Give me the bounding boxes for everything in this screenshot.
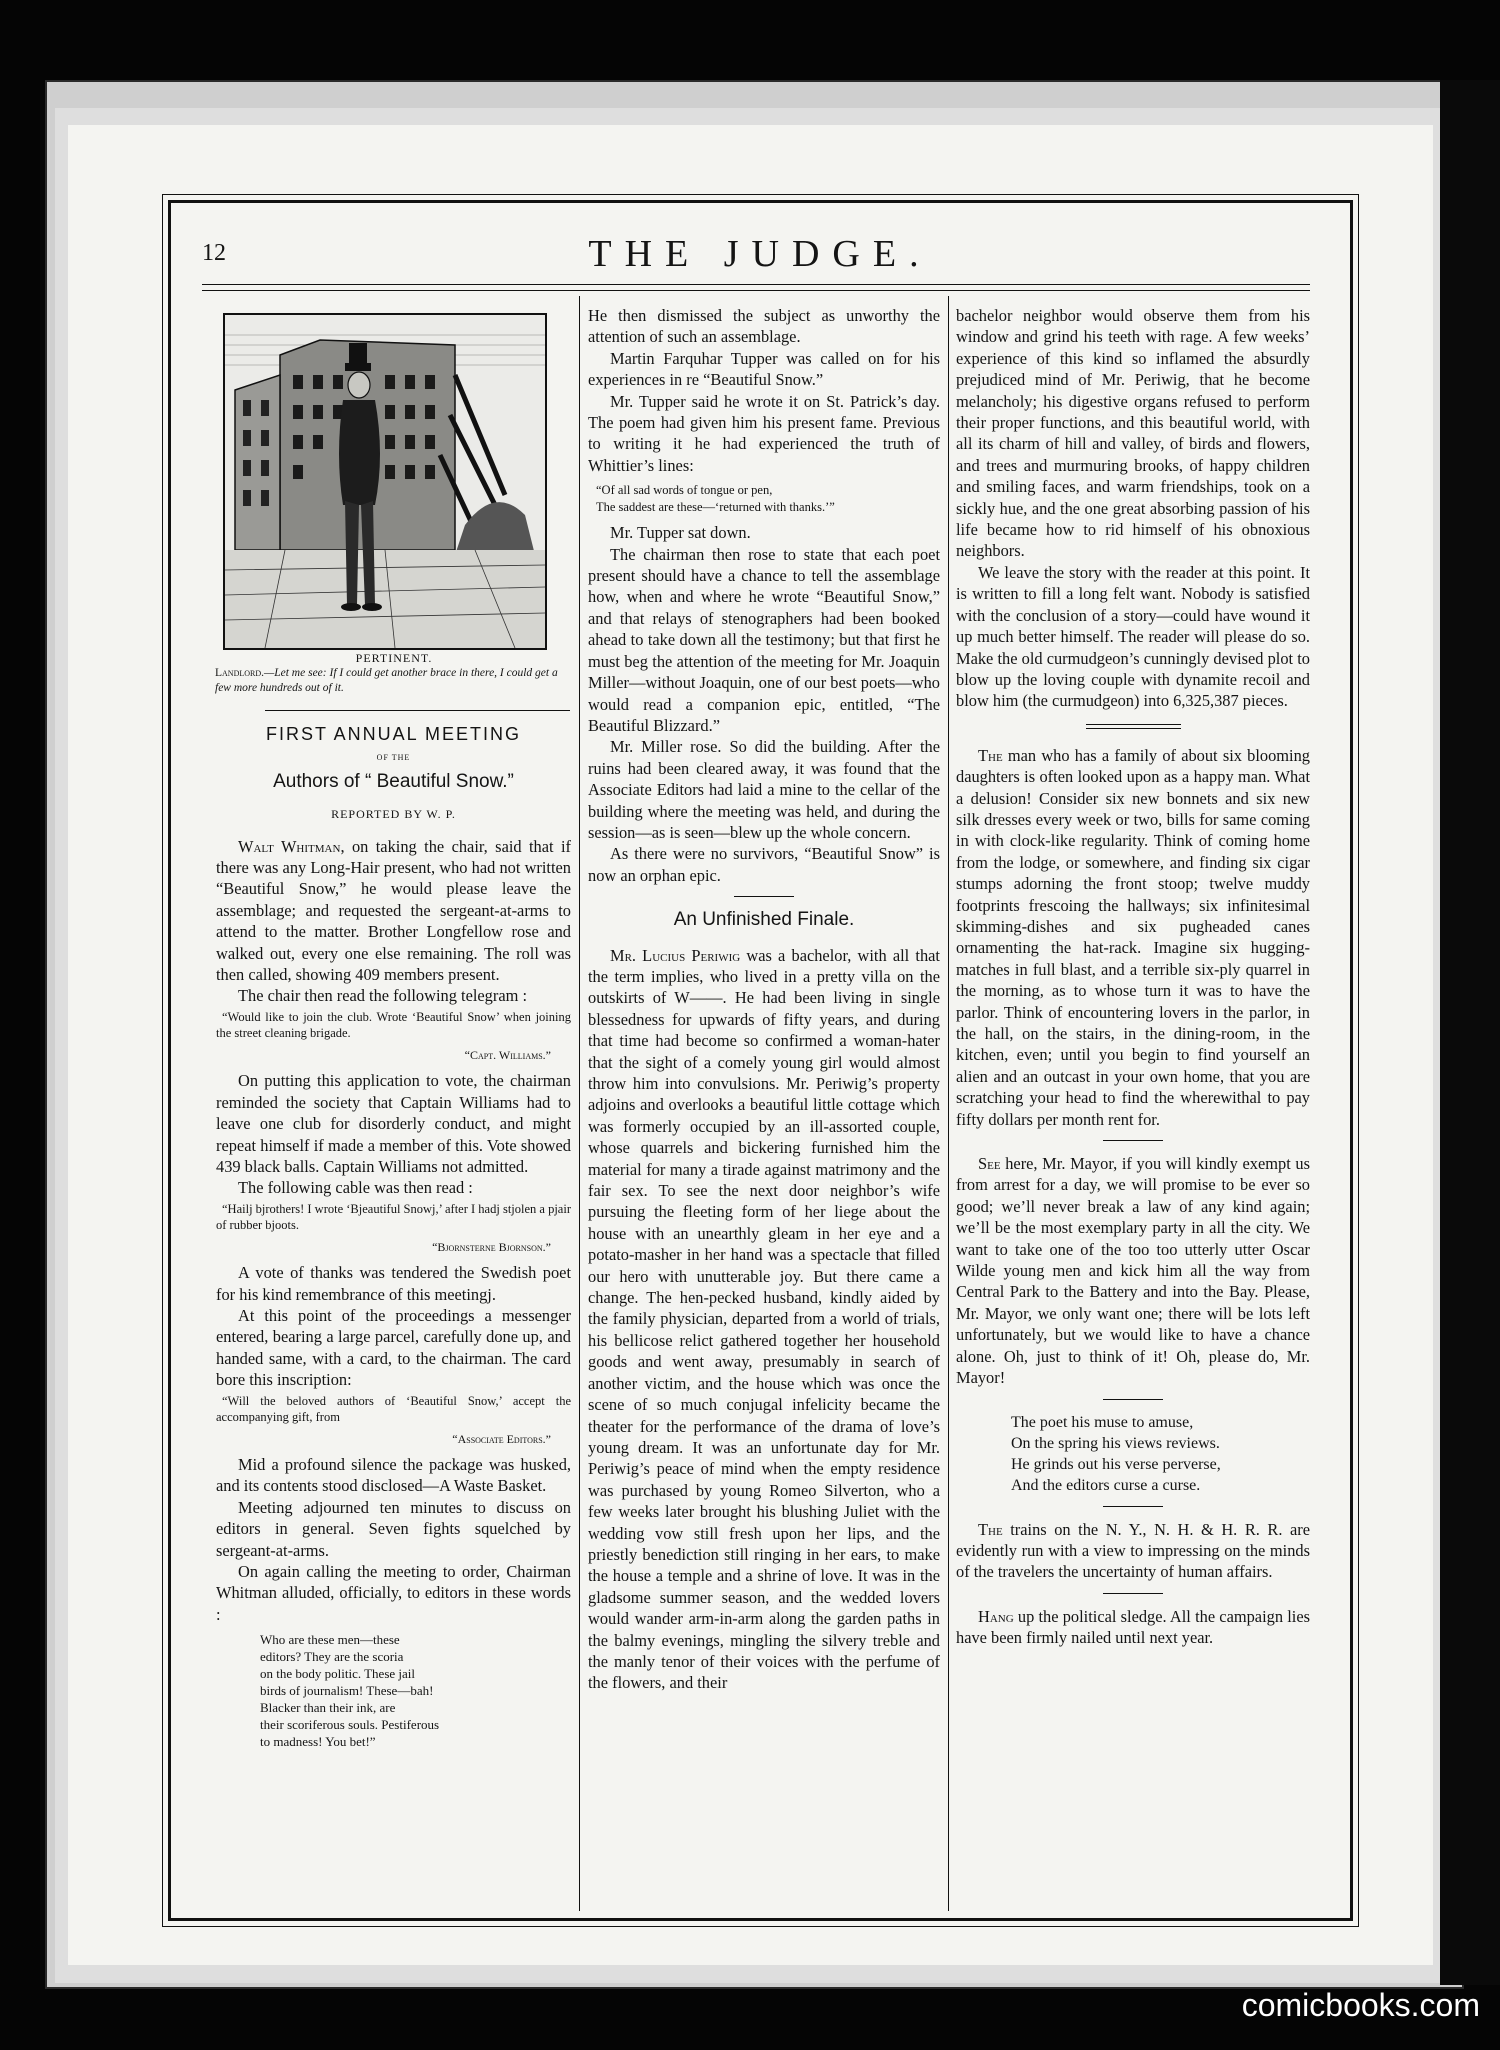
masthead-title: THE JUDGE. <box>588 233 932 275</box>
illustration-pertinent <box>223 313 547 650</box>
paragraph: The chairman then rose to state that each poet present should have a chance to tell the assemblage how, when and where he wrote “Beautiful Snow,” and that relays of stenographers had been booked ahead to take down all the testimony; but that first he must beg the attention of the meeting for Mr. Joaquin Miller—without Joaquin, one of our best poets—who would read a companion epic, entitled, “The Beautiful Blizzard.” <box>588 544 940 735</box>
paragraph: On putting this application to vote, the chairman reminded the society that Captain Williams had to leave one club for disorderly conduct, and might repeat himself if made a member of this. Vote showed 439 black balls. Captain Williams not admitted. <box>216 1071 571 1176</box>
lead-in: The <box>978 1519 1003 1539</box>
telegram-2: “Hailj bjrothers! I wrote ‘Bjeautiful Snowj,’ after I hadj stjolen a pjair of rubber bjoots. <box>216 1201 571 1232</box>
paragraph: Meeting adjourned ten minutes to discuss on editors in general. Seven fights squelched by sergeant-at-arms. <box>216 1497 571 1560</box>
illustration-caption <box>215 651 573 696</box>
paragraph-text: trains on the N. Y., N. H. & H. R. R. are evidently run with a view to impressing on the minds of the travelers the uncertainty of human affairs. <box>956 1519 1310 1582</box>
masthead-rule-bottom <box>202 290 1310 291</box>
paragraph <box>956 745 1310 1130</box>
paragraph: He then dismissed the subject as unworthy the attention of such an assemblage. <box>588 306 940 347</box>
lead-in: The <box>978 745 1003 765</box>
section-divider <box>1086 724 1181 729</box>
paragraph <box>956 1519 1310 1583</box>
column-divider-2 <box>948 296 949 1911</box>
paragraph-text: man who has a family of about six blooming daughters is often looked upon as a happy man. What a delusion! Consider six new bonnets and six new silk dresses every week or two, bills for same coming in with clock-like regularity. Think of coming home from the lodge, or somewhere, and finding six cigar stumps adorning the front stoop; twelve muddy footprints frescoing the hallways; six infinitesimal skimming-dishes and six pugheaded canes ornamenting the hat-rack. Imagine six hugging-matches in full blast, and a terrible six-ply quarrel in the morning, as to whose turn it was to have the parlor. Think of encountering lovers in the parlor, in the hall, on the stairs, in the dining-room, in the kitchen, even; until you begin to find yourself an alien and an outcast in your own home, that you are scratching your head to find the wherewithal to pay fifty dollars per month rent for. <box>956 745 1310 1129</box>
paragraph <box>216 836 571 986</box>
article-heading: FIRST ANNUAL MEETING <box>265 724 522 744</box>
paragraph: Martin Farquhar Tupper was called on for his experiences in re “Beautiful Snow.” <box>588 348 940 390</box>
masthead-rule-top <box>202 284 1310 285</box>
paragraph: On again calling the meeting to order, Chairman Whitman alluded, officially, to editors in these words : <box>216 1562 571 1624</box>
paragraph: A vote of thanks was tendered the Swedish poet for his kind remembrance of this meetingj. <box>216 1263 571 1304</box>
section-divider <box>1103 1593 1163 1594</box>
book-edge <box>1440 80 1500 1985</box>
lead-in: Hang <box>978 1606 1014 1626</box>
gift-card: “Will the beloved authors of ‘Beautiful Snow,’ accept the accompanying gift, from <box>216 1393 571 1424</box>
paragraph-text: here, Mr. Mayor, if you will kindly exempt us from arrest for a day, we will promise to be ever so good; we’ll never break a law of any kind again; we’ll be the most exemplary party in all the city. We want to take one of the too too utterly utter Oscar Wilde young men and kick him all the way from Central Park to the Battery and into the Bay. Please, Mr. Mayor, we only want one; there will be lots left unfortunately, but we would like to have a chance alone. Oh, just to think of it! Oh, please do, Mr. Mayor! <box>956 1154 1310 1388</box>
caption-title: PERTINENT. <box>355 651 433 665</box>
paragraph: Mr. Tupper sat down. <box>610 523 751 543</box>
lead-in: Mr. Lucius Periwig <box>610 945 741 965</box>
paragraph: We leave the story with the reader at this point. It is written to fill a long felt want. Nobody is satisfied with the conclusion of a story—could have wound it up much better himself. The reader will please do so. Make the old curmudgeon’s cunningly devised plot to blow up the loving couple with dynamite recoil and blow him (the curmudgeon) into 6,325,387 pieces. <box>956 562 1310 711</box>
paragraph <box>588 945 940 1694</box>
gift-card-signature: “Associate Editors.” <box>452 1431 551 1446</box>
whittier-quote: “Of all sad words of tongue or pen, The saddest are these—‘returned with thanks.’” <box>596 483 835 515</box>
caption-speaker: Landlord. <box>215 667 265 679</box>
paragraph: bachelor neighbor would observe them from his window and grind his teeth with rage. A few weeks’ experience of this kind so inflamed the absurdly prejudiced mind of Mr. Periwig, that he become melancholy; his digestive organs refused to perform their proper functions, and this beautiful world, with all its charm of hill and valley, of birds and flowers, and trees and murmuring brooks, of happy children and smiling faces, and warm friendships, took on a sickly hue, and the one great absorbing passion of his life became how to rid himself of his obnoxious neighbors. <box>956 306 1310 561</box>
telegram-2-signature: “Bjornsterne Bjornson.” <box>432 1239 551 1254</box>
caption-rule <box>265 710 570 711</box>
paragraph-text: , on taking the chair, said that if there was any Long-Hair present, who had not written “Beautiful Snow,” he would please leave the assemblage; and requested the sergeant-at-arms to attend to the matter. Brother Longfellow rose and walked out, every one else remaining. The roll was then called, showing 409 members present. <box>216 836 572 985</box>
whitman-poem: Who are these men—these editors? They are the scoria on the body politic. These jail birds of journalism! These—bah! Blacker than their ink, are their scoriferous souls. Pestiferous to madness! You bet!” <box>260 1632 440 1750</box>
column-divider-1 <box>579 296 580 1911</box>
paragraph: Mr. Tupper said he wrote it on St. Patrick’s day. The poem had given him his present fame. Previous to writing it he had experienced the truth of Whittier’s lines: <box>588 391 940 475</box>
lead-in: Walt Whitman <box>238 836 341 856</box>
paragraph: The following cable was then read : <box>238 1178 473 1198</box>
article-byline: REPORTED BY W. P. <box>331 807 456 822</box>
paragraph: Mid a profound silence the package was husked, and its contents stood disclosed—A Waste Basket. <box>216 1454 571 1496</box>
paragraph: Mr. Miller rose. So did the building. After the ruins had been cleared away, it was found that the Associate Editors had laid a mine to the cellar of the building where the meeting was held, and during the session—as is seen—blew up the whole concern. <box>588 737 940 842</box>
telegram-1: “Would like to join the club. Wrote ‘Beautiful Snow’ when joining the street cleaning brigade. <box>216 1009 571 1040</box>
watermark: comicbooks.com <box>1241 1987 1480 2023</box>
paragraph <box>956 1153 1310 1388</box>
paragraph-text: was a bachelor, with all that the term implies, who lived in a pretty villa on the outskirts of W——. He had been living in single blessedness for upwards of fifty years, and during that time had become so confirmed a woman-hater that the sight of a comely young girl would almost throw him into convulsions. Mr. Periwig’s property adjoins and overlooks a beautiful little cottage which was formerly occupied by an ill-assorted couple, whose quarrels and bickering furnished him the material for many a tirade against matrimony and the fair sex. To see the next door neighbor’s wife pursuing the fleeting form of her liege about the house with an unearthly gleam in her eye and a potato-masher in her hand was a spectacle that filled our hero with unutterable joy. But there came a change. The hen-pecked husband, kindly aided by the family physician, departed from a world of trials, his bellicose relict gathered together her household goods and went away, presumably in search of another victim, and the house which was once the scene of so much conjugal infelicity became the theater for the performance of the drama of love’s young dream. It was an unfortunate day for Mr. Periwig’s peace of mind when the empty residence was purchased by young Romeo Silverton, who a few weeks later brought his blushing Juliet with the wedding vow still fresh upon her lips, and the priestly benediction still ringing in her ears, to make the house a temple and a shrine of love. It was in the gladsome summer season, and the wedded lovers would wander arm-in-arm along the garden paths in the balmy evenings, mingling the silvery treble and the manly tenor of their voices with the perfume of the flowers, and their <box>588 945 940 1693</box>
lead-in: See <box>978 1154 1001 1174</box>
section-divider <box>734 896 794 897</box>
section-divider <box>1103 1399 1163 1400</box>
paragraph: The chair then read the following telegram : <box>238 986 527 1006</box>
verse: The poet his muse to amuse, On the spring his views reviews. He grinds out his verse perverse, And the editors curse a curse. <box>1011 1413 1221 1494</box>
caption-text <box>215 666 573 696</box>
caption-quote: —Let me see: If I could get another brace in there, I could get a few more hundreds out of it. <box>215 667 558 694</box>
story-heading: An Unfinished Finale. <box>673 909 855 931</box>
paragraph: As there were no survivors, “Beautiful Snow” is now an orphan epic. <box>588 844 940 885</box>
telegram-1-signature: “Capt. Williams.” <box>464 1047 551 1062</box>
article-of-the: OF THE <box>376 753 411 763</box>
section-divider <box>1103 1506 1163 1507</box>
paragraph: At this point of the proceedings a messenger entered, bearing a large parcel, carefully done up, and handed same, with a card, to the chairman. The card bore this inscription: <box>216 1305 571 1390</box>
column-2 <box>588 305 940 1694</box>
article-subheading: Authors of “ Beautiful Snow.” <box>273 770 514 792</box>
column-1 <box>216 718 571 1754</box>
paragraph <box>956 1606 1310 1649</box>
paragraph-text: up the political sledge. All the campaign lies have been firmly nailed until next year. <box>956 1606 1310 1648</box>
engraving-image <box>225 315 545 648</box>
column-3 <box>956 305 1310 1649</box>
page-number: 12 <box>202 240 226 266</box>
section-divider <box>1103 1140 1163 1141</box>
